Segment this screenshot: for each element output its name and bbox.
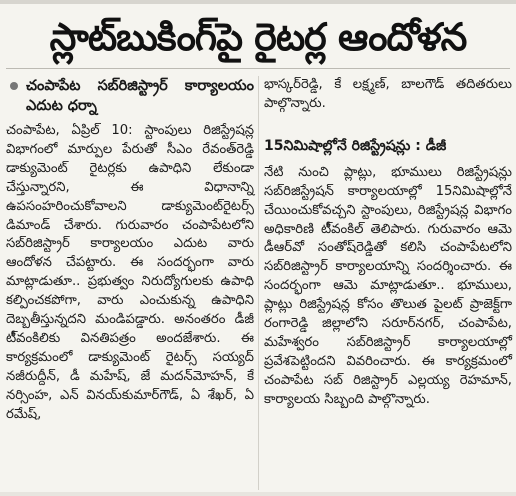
- crosshead: 15నిమిషాల్లోనే రిజిస్ట్రేషన్లు : డీజీ: [264, 137, 447, 154]
- subhead: [6, 76, 254, 116]
- bullet-icon: [10, 82, 18, 90]
- top-edge: [0, 0, 516, 4]
- subhead-text: చంపాపేట సబ్‌రిజిస్ట్రార్ కార్యాలయం ఎదుట ధర్నా: [26, 78, 254, 114]
- bottom-edge: [0, 492, 516, 496]
- body-paragraph-right-top: భాస్కర్‌రెడ్డి, కే లక్ష్మణ్, బాలగౌడ్ తదితరులు పాల్గొన్నారు.: [264, 77, 512, 111]
- left-column: [6, 76, 254, 425]
- body-paragraph-right: నేటి నుంచి ప్లాట్లు, భూములు రిజిస్ట్రేషన్లు సబ్‌రిజిస్ట్రేషన్ కార్యాలయాల్లో 15నిమిషాల్లోనే చేయించుకోవచ్చని స్టాంపులు, రిజిస్ట్రేషన్ల విభాగం అధికారిణి టీ్వంకిల్ తెలిపారు. గురువారం ఆమె డీఆర్‌వో సంతోష్‌రెడ్డితో కలిసి చంపాపేటలోని సబ్‌రిజిస్ట్రార్ కార్యాలయాన్ని సందర్శించారు. ఈ సందర్భంగా ఆమె మాట్లాడుతూ.. భూములు, ప్లాట్లు రిజిస్ట్రేషన్ల కోసం తొలుత పైలట్ ప్రాజెక్ట్‌గా రంగారెడ్డి జిల్లాలోని సరూర్‌నగర్, చంపాపేట, మహేశ్వరం సబ్‌రిజిస్ట్రార్ కార్యాలయాల్లో ప్రవేశపెట్టిందని వివరించారు. ఈ కార్యక్రమంలో చంపాపేట సబ్ రిజిస్ట్రార్ ఎల్లయ్య రెహమాన్, కార్యాలయ సిబ్బంది పాల్గొన్నారు.: [264, 164, 512, 407]
- headline: స్లాట్‌బుకింగ్‌పై రైటర్ల ఆందోళన: [49, 15, 467, 59]
- headline-rule: [6, 68, 510, 69]
- right-column: [264, 76, 512, 410]
- body-paragraph-left: చంపాపేట, ఏప్రిల్ 10: స్టాంపులు రిజిస్ట్రేషన్ల విభాగంలో మార్పుల పేరుతో సీఎం రేవంత్‌రెడ్డి డాక్యుమెంట్ రైటర్లకు ఉపాధిని లేకుండా చేస్తున్నారని, ఈ విధానాన్ని ఉపసంహరించుకోవాలని డాక్యుమెంట్‌రైటర్స్ డిమాండ్ చేశారు. గురువారం చంపాపేటలోని సబ్‌రిజిస్ట్రార్ కార్యాలయం ఎదుట వారు ఆందోళన చేపట్టారు. ఈ సందర్భంగా వారు మాట్లాడుతూ.. ప్రభుత్వం నిరుద్యోగులకు ఉపాధి కల్పించకపోగా, వారు ఎంచుకున్న ఉపాధిని దెబ్బతీస్తున్నదని మండిపడ్డారు. అనంతరం డీజీ టీ్వంకిలికు వినతిపత్రం అందజేశారు. ఈ కార్యక్రమంలో డాక్యుమెంట్ రైటర్స్ సయ్యద్ నజీరుద్దీన్, డీ మహేష్, జే మదన్‌మోహన్, కే నర్సింహ, ఎన్ వినయ్‌కుమార్‌గౌడ్, ఏ శేఖర్, ఏ రమేష్,: [6, 123, 254, 422]
- column-divider: [258, 76, 259, 490]
